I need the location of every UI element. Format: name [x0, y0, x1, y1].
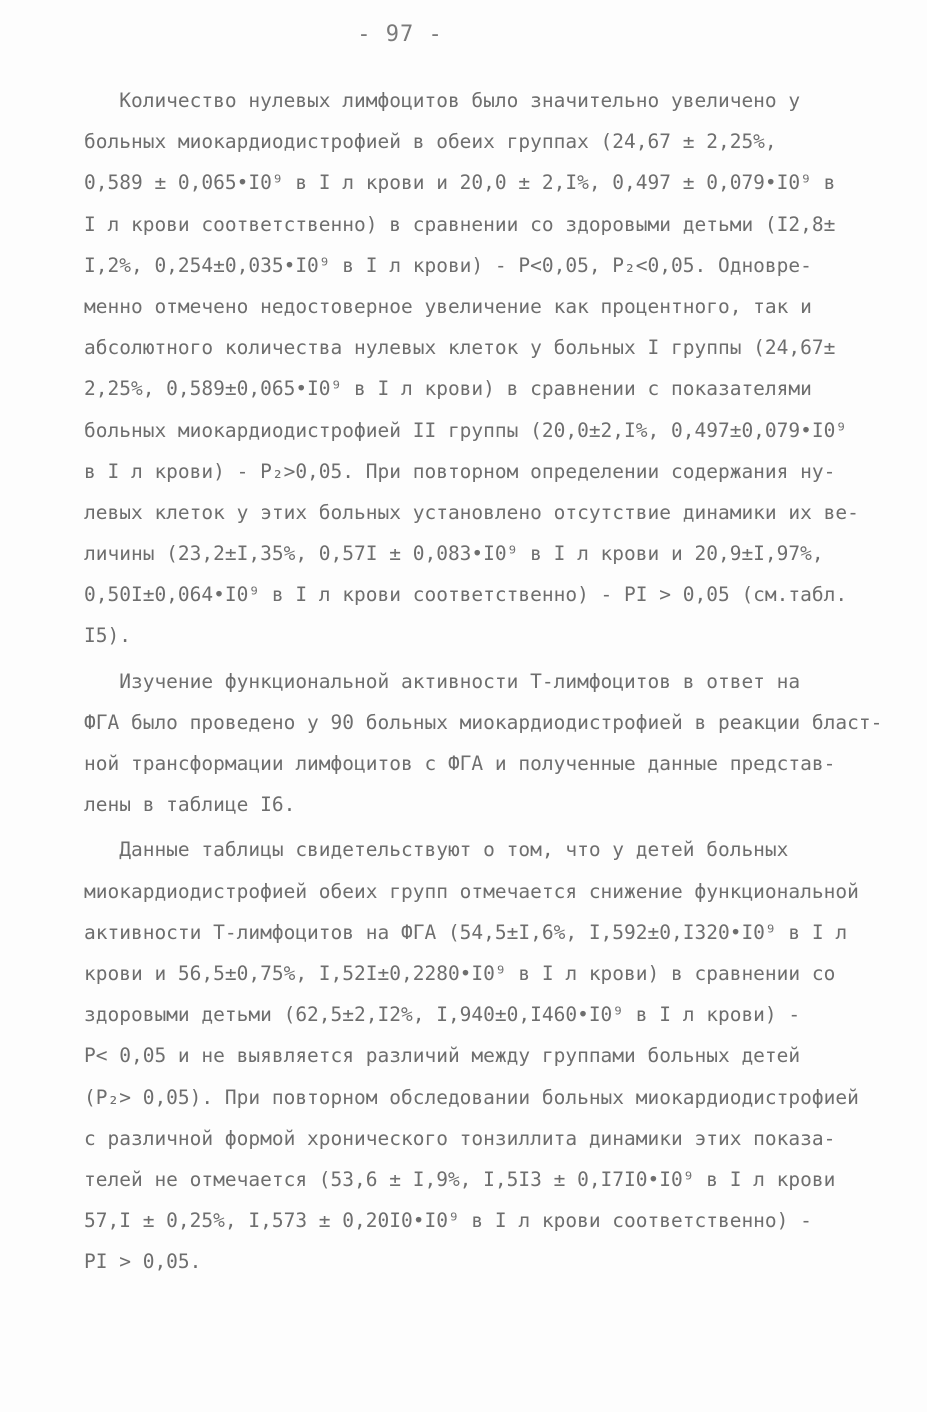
text-line: абсолютного количества нулевых клеток у больных I группы (24,67± [84, 336, 836, 360]
text-line: I,2%, 0,254±0,035•I0⁹ в I л крови) - P<0,05, P₂<0,05. Одновре- [84, 253, 812, 277]
text-line: больных миокардиодистрофией в обеих группах (24,67 ± 2,25%, [84, 130, 777, 154]
text-line: I5). [84, 624, 131, 648]
text-line: 57,I ± 0,25%, I,573 ± 0,20I0•I0⁹ в I л крови соответственно) - [84, 1209, 812, 1233]
text-line: в I л крови) - P₂>0,05. При повторном определении содержания ну- [84, 459, 836, 483]
text-line: лены в таблице I6. [84, 793, 296, 817]
page-number: - 97 - [357, 22, 443, 47]
text-line: Данные таблицы свидетельствуют о том, что у детей больных [84, 838, 789, 862]
text-line: 2,25%, 0,589±0,065•I0⁹ в I л крови) в сравнении с показателями [84, 377, 812, 401]
text-line: (P₂> 0,05). При повторном обследовании больных миокардиодистрофией [84, 1085, 859, 1109]
text-line: миокардиодистрофией обеих групп отмечается снижение функциональной [84, 879, 859, 903]
text-line: телей не отмечается (53,6 ± I,9%, I,5I3 ± 0,I7I0•I0⁹ в I л крови [84, 1167, 836, 1191]
body-text [84, 80, 900, 1282]
text-line: ной трансформации лимфоцитов с ФГА и полученные данные представ- [84, 752, 836, 775]
text-line: активности T-лимфоцитов на ФГА (54,5±I,6%, I,592±0,I320•I0⁹ в I л [84, 920, 848, 944]
text-line: левых клеток у этих больных установлено отсутствие динамики их ве- [84, 500, 859, 524]
text-line: 0,589 ± 0,065•I0⁹ в I л крови и 20,0 ± 2,I%, 0,497 ± 0,079•I0⁹ в [84, 171, 836, 195]
text-line: P< 0,05 и не выявляется различий между группами больных детей [84, 1044, 801, 1068]
text-line: здоровыми детьми (62,5±2,I2%, I,940±0,I460•I0⁹ в I л крови) - [84, 1003, 801, 1027]
text-line: PI > 0,05. [84, 1250, 202, 1274]
text-line: с различной формой хронического тонзиллита динамики этих показа- [84, 1126, 836, 1150]
text-line: менно отмечено недостоверное увеличение как процентного, так и [84, 294, 812, 318]
text-line: I л крови соответственно) в сравнении со здоровыми детьми (I2,8± [84, 212, 836, 236]
text-line: 0,50I±0,064•I0⁹ в I л крови соответственно) - PI > 0,05 (см.табл. [84, 583, 848, 607]
text-line: ФГА было проведено у 90 больных миокардиодистрофией в реакции бласт- [84, 710, 883, 734]
text-line: Изучение функциональной активности T-лимфоцитов в ответ на [84, 669, 801, 693]
text-line: крови и 56,5±0,75%, I,52I±0,2280•I0⁹ в I л крови) в сравнении со [84, 961, 836, 985]
text-line: больных миокардиодистрофией II группы (20,0±2,I%, 0,497±0,079•I0⁹ [84, 418, 848, 442]
text-line: Количество нулевых лимфоцитов было значительно увеличено у [84, 89, 801, 112]
text-line: личины (23,2±I,35%, 0,57I ± 0,083•I0⁹ в I л крови и 20,9±I,97%, [84, 542, 824, 566]
